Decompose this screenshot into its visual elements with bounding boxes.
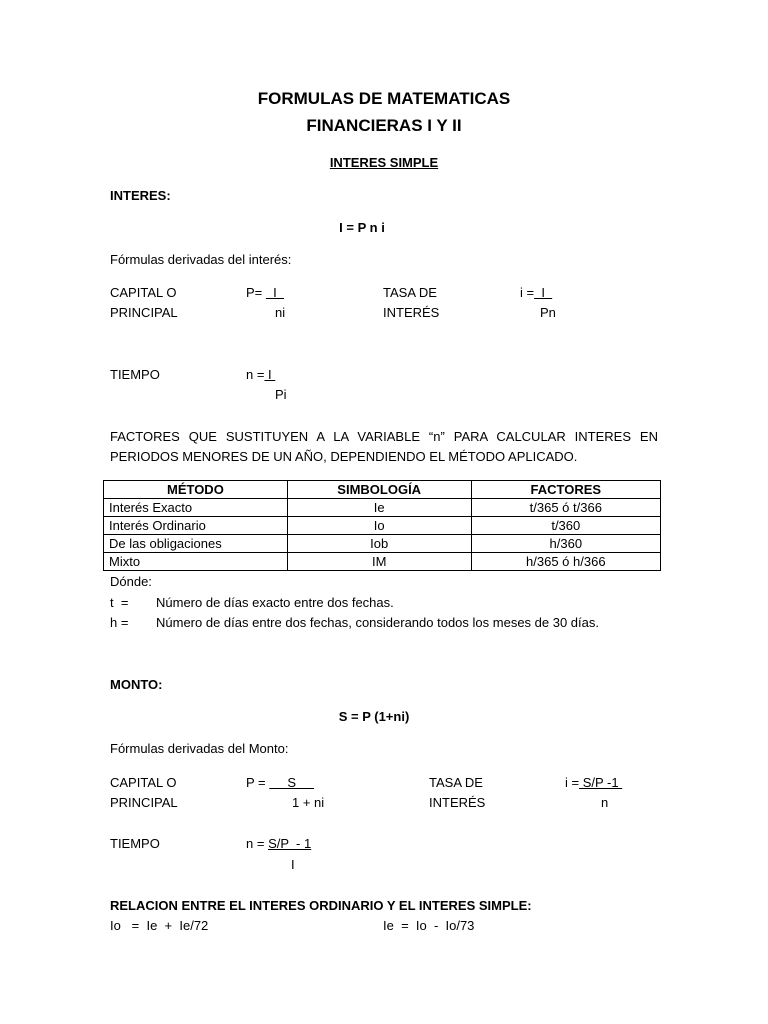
tasa-numerator: I <box>534 285 553 300</box>
factores-paragraph-line-1: FACTORES QUE SUSTITUYEN A LA VARIABLE “n” PARA CALCULAR INTERES EN <box>110 429 658 444</box>
monto-tasa-label-2: INTERÉS <box>429 795 486 810</box>
donde-label: Dónde: <box>110 574 152 589</box>
title-line-2: FINANCIERAS I Y II <box>306 116 462 135</box>
tasa-denominator: Pn <box>540 305 556 320</box>
table-cell-factores: h/365 ó h/366 <box>471 553 660 571</box>
tasa-lhs: i = <box>520 285 535 300</box>
table-cell-factores: h/360 <box>471 535 660 553</box>
monto-capital-formula <box>246 775 314 791</box>
monto-capital-label-2: PRINCIPAL <box>110 795 178 810</box>
table-header-simbologia: SIMBOLOGÍA <box>287 481 471 499</box>
capital-label-2: PRINCIPAL <box>110 305 178 320</box>
table-row <box>104 535 661 553</box>
section-title: INTERES SIMPLE <box>329 155 439 170</box>
monto-tiempo-numerator: S/P - 1 <box>268 836 312 851</box>
monto-tiempo-denominator: I <box>291 857 295 872</box>
table-cell-metodo: Interés Ordinario <box>104 517 288 535</box>
monto-tasa-formula <box>565 775 622 791</box>
interes-formula: I = P n i <box>339 220 385 235</box>
capital-numerator: I <box>265 285 284 300</box>
table-cell-simbologia: Io <box>287 517 471 535</box>
table-header-metodo: MÉTODO <box>104 481 288 499</box>
monto-derived-title: Fórmulas derivadas del Monto: <box>110 741 289 756</box>
interes-derived-title: Fórmulas derivadas del interés: <box>110 252 292 267</box>
interes-label: INTERES: <box>110 188 171 203</box>
monto-tiempo-label: TIEMPO <box>110 836 160 851</box>
monto-tasa-numerator: S/P -1 <box>579 775 623 790</box>
monto-capital-lhs: P = <box>246 775 266 790</box>
capital-denominator: ni <box>275 305 286 320</box>
table-row <box>104 553 661 571</box>
tiempo-lhs: n = <box>246 367 265 382</box>
tasa-formula <box>520 285 552 301</box>
monto-label: MONTO: <box>110 677 163 692</box>
relacion-left-formula: Io = Ie + Ie/72 <box>110 918 209 933</box>
monto-tiempo-formula <box>246 836 311 852</box>
monto-tasa-denominator: n <box>601 795 609 810</box>
monto-tasa-label-1: TASA DE <box>429 775 483 790</box>
monto-formula: S = P (1+ni) <box>338 709 410 724</box>
table-cell-simbologia: Ie <box>287 499 471 517</box>
monto-capital-denominator: 1 + ni <box>292 795 325 810</box>
monto-tiempo-lhs: n = <box>246 836 265 851</box>
capital-label-1: CAPITAL O <box>110 285 177 300</box>
tiempo-label: TIEMPO <box>110 367 160 382</box>
table-row <box>104 517 661 535</box>
table-header-factores: FACTORES <box>471 481 660 499</box>
relacion-right-formula: Ie = Io - Io/73 <box>383 918 475 933</box>
table-header-row <box>104 481 661 499</box>
donde-sym-h: h = <box>110 615 129 630</box>
table-cell-factores: t/360 <box>471 517 660 535</box>
table-cell-metodo: Interés Exacto <box>104 499 288 517</box>
factores-paragraph-line-2: PERIODOS MENORES DE UN AÑO, DEPENDIENDO EL MÉTODO APLICADO. <box>110 449 578 464</box>
table-cell-simbologia: IM <box>287 553 471 571</box>
monto-capital-label-1: CAPITAL O <box>110 775 177 790</box>
methods-table <box>103 480 661 571</box>
capital-formula <box>246 285 284 301</box>
capital-lhs: P= <box>246 285 263 300</box>
tasa-label-2: INTERÉS <box>383 305 440 320</box>
monto-capital-numerator: S <box>269 775 315 790</box>
tiempo-numerator: I <box>264 367 276 382</box>
table-cell-simbologia: Iob <box>287 535 471 553</box>
table-row <box>104 499 661 517</box>
tiempo-denominator: Pi <box>275 387 287 402</box>
table-cell-factores: t/365 ó t/366 <box>471 499 660 517</box>
table-cell-metodo: Mixto <box>104 553 288 571</box>
donde-desc-t: Número de días exacto entre dos fechas. <box>156 595 394 610</box>
tiempo-formula <box>246 367 275 383</box>
tasa-label-1: TASA DE <box>383 285 437 300</box>
monto-tasa-lhs: i = <box>565 775 580 790</box>
donde-sym-t: t = <box>110 595 129 610</box>
donde-desc-h: Número de días entre dos fechas, considerando todos los meses de 30 días. <box>156 615 599 630</box>
relacion-title: RELACION ENTRE EL INTERES ORDINARIO Y EL INTERES SIMPLE: <box>110 898 532 913</box>
title-line-1: FORMULAS DE MATEMATICAS <box>257 89 511 108</box>
table-cell-metodo: De las obligaciones <box>104 535 288 553</box>
